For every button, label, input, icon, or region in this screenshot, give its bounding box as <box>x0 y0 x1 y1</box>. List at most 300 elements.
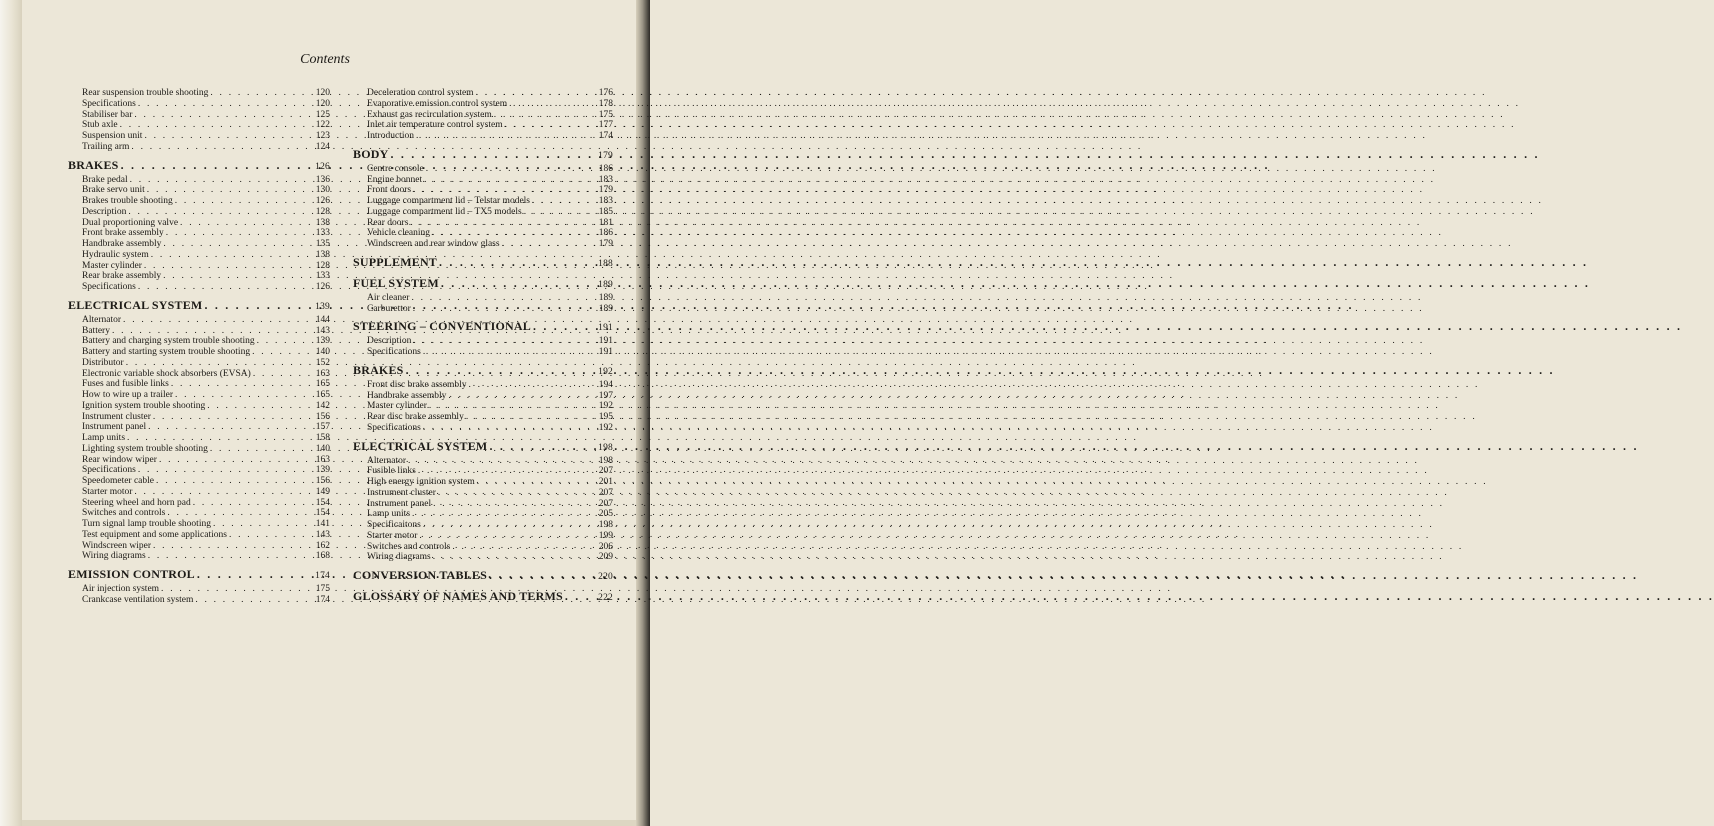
toc-entry-how-to-wire-up-a-trailer <box>68 390 330 401</box>
toc-entry-engine-bonnet <box>353 175 613 186</box>
page-number: 165 <box>315 379 330 390</box>
section-title: BRAKES <box>68 157 119 172</box>
page-number: 192 <box>598 401 613 412</box>
page-number: 149 <box>315 486 330 497</box>
dot-leader <box>433 499 597 510</box>
dot-leader <box>161 584 314 595</box>
page-number: 143 <box>315 325 330 336</box>
entry-title: Handbrake assembly <box>367 390 447 401</box>
page-number: 189 <box>598 303 613 314</box>
page-number: 181 <box>598 217 613 228</box>
page-number: 140 <box>315 443 330 454</box>
entry-title: Distributor <box>82 357 124 368</box>
dot-leader <box>466 412 597 423</box>
dot-leader <box>171 379 314 390</box>
page-number: 126 <box>315 196 330 206</box>
toc-entry-high-energy-ignition-system <box>353 477 613 488</box>
page-number: 195 <box>598 412 613 422</box>
page-number: 186 <box>598 228 613 239</box>
toc-entry-lamp-units <box>353 509 613 520</box>
dot-leader <box>424 175 597 186</box>
page-number: 207 <box>598 487 613 498</box>
dot-leader <box>128 207 313 218</box>
dot-leader <box>413 336 596 347</box>
toc-entry-windscreen-and-rear-window-glass <box>353 239 613 250</box>
dot-leader <box>138 465 314 476</box>
entry-title: Battery <box>82 325 110 336</box>
dot-leader <box>138 282 314 293</box>
toc-entry-rear-disc-brake-assembly <box>353 412 613 423</box>
section-heading-body <box>353 147 613 163</box>
toc-entry-deceleration-control-system <box>353 88 613 99</box>
dot-leader <box>163 239 313 250</box>
entry-title: Trailing arm <box>82 141 130 152</box>
dot-leader <box>502 239 597 250</box>
entry-title: Speedometer cable <box>82 476 155 486</box>
toc-entry-brakes-trouble-shooting <box>68 196 330 207</box>
page-number: 125 <box>315 109 330 120</box>
entry-title: Hydraulic system <box>82 249 149 260</box>
dot-leader <box>147 185 314 196</box>
entry-title: Specifications <box>82 282 136 292</box>
page-number: 191 <box>598 336 613 347</box>
entry-title: Exhaust gas recirculation system <box>367 109 492 120</box>
entry-title: Test equipment and some applications <box>82 529 227 540</box>
page-number: 124 <box>315 141 330 152</box>
toc-entry-crankcase-ventilation-system <box>68 595 330 606</box>
toc-entry-specificaitons <box>353 520 613 531</box>
page-number: 140 <box>315 347 330 357</box>
page-number: 141 <box>315 519 330 529</box>
page-number: 206 <box>598 541 613 552</box>
toc-entry-specifications <box>68 282 330 293</box>
entry-title: Air cleaner <box>367 292 410 303</box>
page-number: 138 <box>315 249 330 260</box>
entry-title: Lamp units <box>82 433 126 443</box>
dot-leader <box>210 88 313 99</box>
page-number: 158 <box>315 433 330 443</box>
toc-entry-speedometer-cable <box>68 476 330 487</box>
dot-leader <box>489 568 596 582</box>
section-title: STEERING – CONVENTIONAL <box>353 319 531 334</box>
section-heading-glossary-of-names-and-terms <box>353 589 613 605</box>
entry-title: Fuses and fusible links <box>82 379 169 390</box>
dot-leader <box>229 530 314 541</box>
dot-leader <box>148 422 314 433</box>
toc-entry-lamp-units <box>68 433 330 444</box>
dot-leader <box>406 363 597 377</box>
dot-leader <box>112 326 314 337</box>
toc-entry-vehicle-cleaning <box>353 228 613 239</box>
scan-bottom-edge <box>22 820 636 826</box>
page-number: 176 <box>598 88 613 98</box>
entry-title: Brakes trouble shooting <box>82 196 173 206</box>
page-number: 122 <box>315 120 330 131</box>
dot-leader <box>180 218 314 229</box>
section-title: EMISSION CONTROL <box>68 567 195 581</box>
page-number: 201 <box>598 477 613 487</box>
page-number: 152 <box>315 357 330 368</box>
page-number: 120 <box>315 98 330 109</box>
dot-leader <box>213 519 314 530</box>
page-number: 130 <box>315 185 330 196</box>
dot-leader <box>130 175 314 186</box>
section-heading-fuel-system <box>353 276 613 292</box>
dot-leader <box>494 110 597 121</box>
dot-leader <box>416 131 597 142</box>
entry-title: Master cylinder <box>367 401 427 412</box>
toc-entry-instrument-panel <box>68 422 330 433</box>
toc-entry-battery <box>68 326 330 337</box>
page-number: 154 <box>315 508 330 519</box>
contents-right-column <box>353 88 613 606</box>
entry-title: Specifications <box>82 98 136 109</box>
dot-leader <box>476 88 597 99</box>
toc-entry-carburettor <box>353 304 613 315</box>
entry-title: Carburettor <box>367 303 411 314</box>
page-number: 185 <box>598 206 613 217</box>
page-number: 183 <box>598 196 613 206</box>
entry-title: Instrument cluster <box>367 487 436 498</box>
toc-entry-front-disc-brake-assembly <box>353 380 613 391</box>
page-number: 136 <box>315 174 330 185</box>
dot-leader <box>151 250 314 261</box>
page-number: 198 <box>598 442 613 453</box>
page-number: 163 <box>315 368 330 379</box>
dot-leader <box>448 391 596 402</box>
page-number: 174 <box>315 571 330 581</box>
page-number: 174 <box>598 131 613 141</box>
dot-leader <box>468 380 596 391</box>
toc-entry-starter-motor <box>353 531 613 542</box>
dot-leader <box>423 347 597 358</box>
page-number: 157 <box>315 422 330 433</box>
page-number: 126 <box>315 282 330 292</box>
page-number: 192 <box>598 422 613 433</box>
entry-title: Switches and controls <box>367 541 451 552</box>
dot-leader <box>410 218 596 229</box>
toc-entry-wiring-diagrams <box>353 552 613 563</box>
dot-leader <box>418 466 597 477</box>
toc-entry-specifications <box>353 347 613 358</box>
toc-entry-battery-and-charging-system-trouble-shooting <box>68 336 330 347</box>
dot-leader <box>390 147 596 161</box>
entry-title: Ignition system trouble shooting <box>82 400 206 411</box>
dot-leader <box>533 319 596 333</box>
dot-leader <box>156 476 314 487</box>
dot-leader <box>123 315 314 326</box>
entry-title: Inlet air temperature control system <box>367 120 503 131</box>
entry-title: Lamp units <box>367 509 411 520</box>
entry-title: Vehicle cleaning <box>367 228 431 239</box>
toc-entry-wiring-diagrams <box>68 551 330 562</box>
entry-title: Alternator <box>367 455 407 466</box>
toc-entry-exhaust-gas-recirculation-system <box>353 110 613 121</box>
entry-title: Alternator <box>82 314 122 325</box>
section-title: SUPPLEMENT <box>353 254 438 269</box>
toc-entry-trailing-arm <box>68 142 330 153</box>
toc-entry-switches-and-controls <box>353 542 613 553</box>
dot-leader <box>153 412 314 423</box>
toc-entry-master-cylinder <box>353 401 613 412</box>
toc-entry-specifications <box>68 465 330 476</box>
toc-entry-switches-and-controls <box>68 508 330 519</box>
page-number: 191 <box>598 323 613 334</box>
section-heading-electrical-system <box>68 298 330 314</box>
page-number: 175 <box>315 584 330 594</box>
toc-entry-brake-pedal <box>68 175 330 186</box>
toc-entry-specifications <box>353 423 613 434</box>
section-title: FUEL SYSTEM <box>353 275 439 290</box>
entry-title: Wiring diagrams <box>367 552 431 563</box>
page-number: 199 <box>598 530 613 541</box>
page-number: 154 <box>315 497 330 508</box>
entry-title: Rear doors <box>367 217 409 228</box>
page-number: 209 <box>598 552 613 563</box>
entry-title: Specifications <box>367 347 421 357</box>
entry-title: Wiring diagrams <box>82 551 146 562</box>
entry-title: Stabiliser bar <box>82 109 133 120</box>
entry-title: Rear disc brake assembly <box>367 412 464 422</box>
dot-leader <box>148 551 314 562</box>
page-number: 207 <box>598 466 613 477</box>
page-number: 144 <box>315 314 330 325</box>
toc-entry-rear-doors <box>353 218 613 229</box>
page-number: 220 <box>598 572 613 582</box>
page-number: 188 <box>598 258 613 269</box>
dot-leader <box>166 228 314 239</box>
page-number: 120 <box>315 88 330 98</box>
entry-title: Specificaitons <box>367 520 421 530</box>
dot-leader <box>423 423 597 434</box>
entry-title: Description <box>82 206 127 217</box>
scan-left-edge <box>0 0 22 826</box>
page-number: 191 <box>598 347 613 357</box>
dot-leader <box>121 158 314 172</box>
toc-entry-starter-motor <box>68 487 330 498</box>
toc-entry-electronic-variable-shock-absorbers-evsa <box>68 369 330 380</box>
toc-entry-luggage-compartment-lid-tx5-models <box>353 207 613 218</box>
entry-title: Brake pedal <box>82 174 128 185</box>
dot-leader <box>207 401 314 412</box>
page-title: Contents <box>300 52 350 67</box>
entry-title: Starter motor <box>82 486 133 497</box>
toc-entry-inlet-air-temperature-control-system <box>353 120 613 131</box>
dot-leader <box>252 347 314 358</box>
toc-entry-fuses-and-fusible-links <box>68 379 330 390</box>
page-number: 205 <box>598 509 613 520</box>
entry-title: Specifications <box>82 465 136 476</box>
toc-entry-introduction <box>353 131 613 142</box>
toc-entry-alternator <box>68 315 330 326</box>
page-number: 177 <box>598 120 613 131</box>
dot-leader <box>441 276 596 290</box>
entry-title: Instrument cluster <box>82 411 151 422</box>
toc-entry-air-cleaner <box>353 293 613 304</box>
toc-entry-battery-and-starting-system-trouble-shooting <box>68 347 330 358</box>
dot-leader <box>439 255 596 269</box>
section-title: BODY <box>353 146 389 161</box>
toc-entry-stub-axle <box>68 120 330 131</box>
entry-title: Instrument panel <box>367 498 432 509</box>
dot-leader <box>426 164 597 175</box>
section-heading-steering-conventional <box>353 319 613 335</box>
dot-leader <box>153 541 314 552</box>
toc-entry-steering-wheel-and-horn-pad <box>68 498 330 509</box>
entry-title: Starter motor <box>367 530 418 541</box>
dot-leader <box>433 552 597 563</box>
entry-title: Luggage compartment lid – Telstar models <box>367 196 530 206</box>
page-number: 133 <box>315 271 330 282</box>
dot-leader <box>144 261 314 272</box>
dot-leader <box>193 498 314 509</box>
section-heading-brakes <box>353 363 613 379</box>
entry-title: Front disc brake assembly <box>367 379 467 390</box>
toc-entry-turn-signal-lamp-trouble-shooting <box>68 519 330 530</box>
toc-entry-windscreen-wiper <box>68 541 330 552</box>
entry-title: Instrument panel <box>82 422 147 433</box>
toc-entry-luggage-compartment-lid-telstar-models <box>353 196 613 207</box>
entry-title: Brake servo unit <box>82 185 145 196</box>
section-title: ELECTRICAL SYSTEM <box>353 438 488 453</box>
toc-entry-stabiliser-bar <box>68 110 330 121</box>
entry-title: How to wire up a trailer <box>82 390 174 400</box>
dot-leader <box>167 508 313 519</box>
page-number: 142 <box>315 400 330 411</box>
entry-title: Master cylinder <box>82 260 142 271</box>
section-heading-emission-control <box>68 567 330 583</box>
dot-leader <box>175 196 314 207</box>
entry-title: Windscreen and rear window glass <box>367 239 500 249</box>
dot-leader <box>257 336 314 347</box>
entry-title: Dual proportioning valve <box>82 217 179 228</box>
page-number: 138 <box>315 217 330 228</box>
page-number: 128 <box>315 260 330 271</box>
entry-title: Specifications <box>367 422 421 433</box>
dot-leader <box>134 487 313 498</box>
toc-entry-centre-console <box>353 164 613 175</box>
page-number: 179 <box>598 185 613 196</box>
dot-leader <box>505 120 597 131</box>
page-number: 179 <box>598 150 613 161</box>
page-number: 189 <box>598 292 613 303</box>
dot-leader <box>210 444 314 455</box>
dot-leader <box>413 185 597 196</box>
entry-title: Centre console <box>367 163 424 174</box>
dot-leader <box>411 293 596 304</box>
page-number: 189 <box>598 279 613 290</box>
page-number: 162 <box>315 540 330 551</box>
toc-entry-master-cylinder <box>68 261 330 272</box>
toc-entry-description <box>68 207 330 218</box>
toc-entry-rear-suspension-trouble-shooting <box>68 88 330 99</box>
dot-leader <box>413 304 597 315</box>
entry-title: Electronic variable shock absorbers (EVSA) <box>82 368 251 379</box>
section-title: BRAKES <box>353 362 404 377</box>
dot-leader <box>524 207 597 218</box>
page-number: 207 <box>598 498 613 509</box>
entry-title: Battery and charging system trouble shooting <box>82 336 255 347</box>
section-title: ELECTRICAL SYSTEM <box>68 297 203 312</box>
dot-leader <box>127 433 314 444</box>
toc-entry-description <box>353 336 613 347</box>
entry-title: Switches and controls <box>82 508 166 519</box>
section-heading-conversion-tables <box>353 568 613 584</box>
entry-title: Lighting system trouble shooting <box>82 443 208 454</box>
entry-title: Windscreen wiper <box>82 540 151 551</box>
page-number: 222 <box>598 593 613 603</box>
dot-leader <box>408 456 597 467</box>
dot-leader <box>412 509 597 520</box>
page-number: 165 <box>315 390 330 400</box>
page-number: 163 <box>315 454 330 465</box>
toc-entry-hydraulic-system <box>68 250 330 261</box>
page-number: 139 <box>315 465 330 476</box>
toc-entry-air-injection-system <box>68 584 330 595</box>
dot-leader <box>204 298 313 312</box>
section-title: CONVERSION TABLES <box>353 568 487 582</box>
toc-entry-ignition-system-trouble-shooting <box>68 401 330 412</box>
dot-leader <box>452 542 596 553</box>
section-heading-supplement <box>353 255 613 271</box>
entry-title: Description <box>367 336 412 347</box>
entry-title: Handbrake assembly <box>82 239 162 249</box>
toc-entry-evaporative-emission-control-system <box>353 99 613 110</box>
section-heading-brakes <box>68 158 330 174</box>
toc-entry-brake-servo-unit <box>68 185 330 196</box>
dot-leader <box>134 110 313 121</box>
dot-leader <box>477 477 597 488</box>
entry-title: Fusible links <box>367 466 416 477</box>
entry-title: Engine bonnet <box>367 174 423 185</box>
page-number: 194 <box>598 379 613 390</box>
dot-leader <box>159 455 314 466</box>
entry-title: Evaporative emission control system <box>367 98 508 109</box>
toc-entry-rear-window-wiper <box>68 455 330 466</box>
entry-title: Deceleration control system <box>367 88 474 98</box>
entry-title: Crankcase ventilation system <box>82 594 194 605</box>
dot-leader <box>175 390 314 401</box>
toc-entry-dual-proportioning-valve <box>68 218 330 229</box>
page-number: 156 <box>315 476 330 486</box>
toc-entry-test-equipment-and-some-applications <box>68 530 330 541</box>
toc-entry-specifications <box>68 99 330 110</box>
dot-leader <box>195 595 313 606</box>
entry-title: Air injection system <box>82 584 160 594</box>
page-number: 139 <box>315 301 330 312</box>
toc-entry-front-doors <box>353 185 613 196</box>
dot-leader <box>423 520 597 531</box>
page-number: 198 <box>598 520 613 530</box>
toc-entry-alternator <box>353 456 613 467</box>
dot-leader <box>197 567 313 581</box>
page-number: 186 <box>598 163 613 174</box>
page-number: 128 <box>315 206 330 217</box>
dot-leader <box>253 369 314 380</box>
dot-leader <box>509 99 597 110</box>
page-number: 126 <box>315 161 330 172</box>
page-number: 178 <box>598 98 613 109</box>
toc-entry-instrument-panel <box>353 499 613 510</box>
dot-leader <box>131 142 313 153</box>
dot-leader <box>144 131 313 142</box>
dot-leader <box>419 531 596 542</box>
page-number: 197 <box>598 390 613 401</box>
dot-leader <box>432 228 597 239</box>
toc-entry-fusible-links <box>353 466 613 477</box>
page-number: 183 <box>598 174 613 185</box>
entry-title: Turn signal lamp trouble shooting <box>82 519 211 529</box>
